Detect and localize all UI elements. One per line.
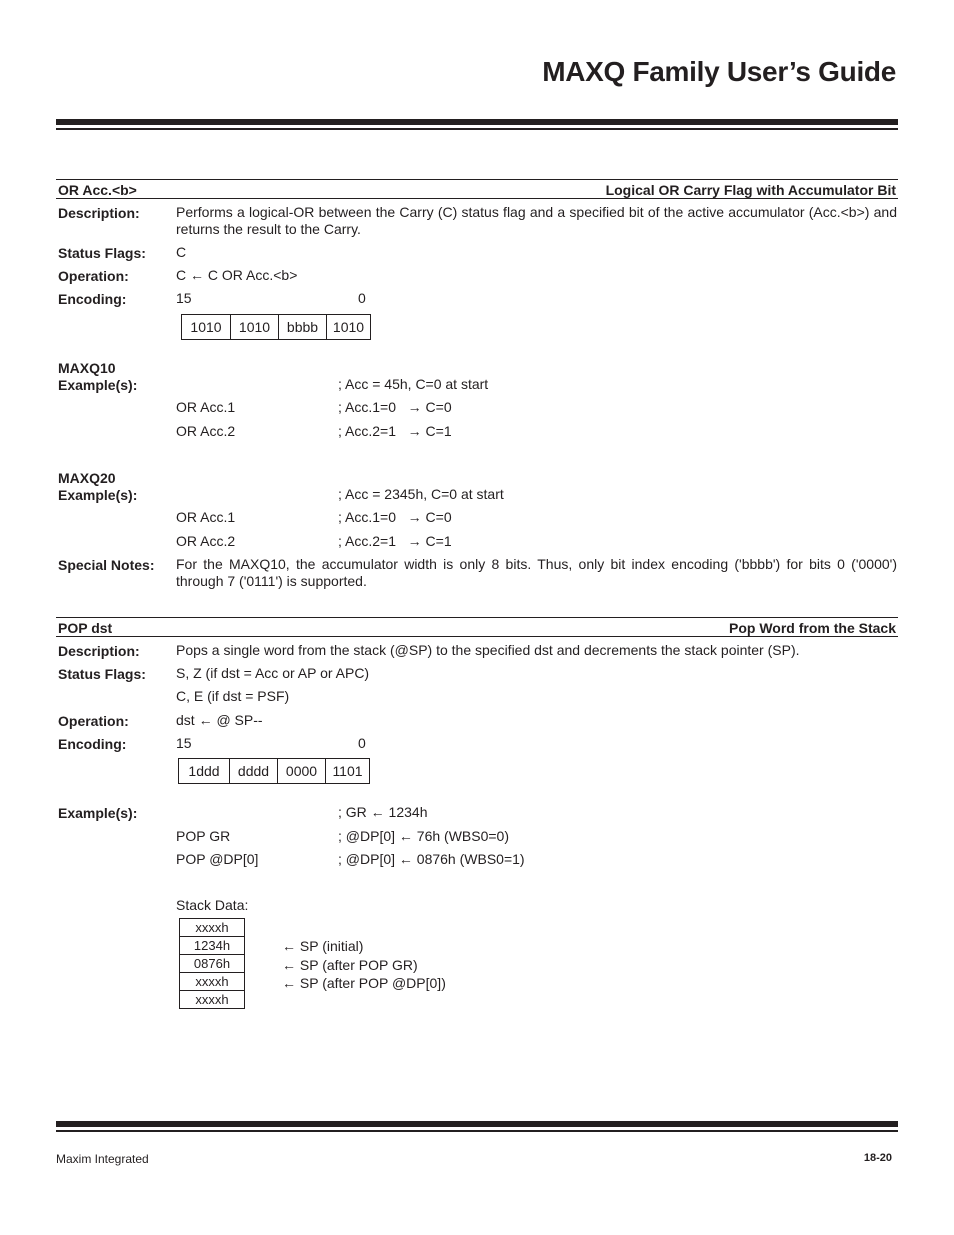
or-encoding-cell: 1010 — [231, 315, 279, 339]
or-operation-label: Operation: — [58, 268, 129, 284]
or-encoding-table — [181, 314, 371, 340]
header-rule-thick — [56, 119, 898, 125]
maxq10-example-comment: ; Acc = 45h, C=0 at start — [338, 376, 489, 392]
page-number: 18-20 — [863, 1152, 892, 1164]
or-encoding-label: Encoding: — [58, 291, 127, 307]
maxq10-example-code: OR Acc.2 — [176, 423, 236, 439]
pop-description: Pops a single word from the stack (@SP) to the specified dst and decrements the stack pointer (SP). — [176, 642, 800, 658]
maxq10-examples-label: Example(s): — [58, 377, 138, 393]
or-encoding-msb: 15 — [176, 290, 192, 306]
footer-rule-thin — [56, 1130, 898, 1132]
or-section-heading-rule — [56, 198, 898, 199]
pop-example-comment: ; @DP[0] ← 76h (WBS0=0) — [338, 828, 509, 844]
pop-status-value: S, Z (if dst = Acc or AP or APC) — [176, 665, 370, 681]
pop-encoding-cell: dddd — [230, 759, 278, 783]
stack-data-table — [179, 918, 245, 1009]
maxq20-examples-label: Example(s): — [58, 487, 138, 503]
pop-examples-label: Example(s): — [58, 805, 138, 821]
stack-pointer-label: ← SP (initial) — [282, 938, 364, 954]
maxq10-label: MAXQ10 — [58, 360, 116, 376]
maxq20-example-code: OR Acc.1 — [176, 509, 236, 525]
pop-encoding-cell: 1ddd — [179, 759, 230, 783]
pop-operation-value: dst ← @ SP-- — [176, 712, 263, 728]
or-encoding-cell: bbbb — [279, 315, 327, 339]
pop-encoding-table — [178, 758, 370, 784]
pop-status-label: Status Flags: — [58, 666, 146, 682]
stack-pointer-label: ← SP (after POP @DP[0]) — [282, 975, 446, 991]
pop-heading-right: Pop Word from the Stack — [729, 620, 896, 636]
maxq20-example-comment: ; Acc = 2345h, C=0 at start — [338, 486, 504, 502]
maxq10-example-comment: ; Acc.2=1 → C=1 — [338, 423, 452, 439]
pop-example-code: POP GR — [176, 828, 231, 844]
pop-example-comment: ; @DP[0] ← 0876h (WBS0=1) — [338, 851, 525, 867]
pop-encoding-label: Encoding: — [58, 736, 127, 752]
maxq20-label: MAXQ20 — [58, 470, 116, 486]
or-encoding-cell: 1010 — [182, 315, 231, 339]
pop-section-top-rule — [56, 617, 898, 618]
pop-encoding-msb: 15 — [176, 735, 192, 751]
stack-cell: xxxxh — [180, 919, 244, 937]
or-encoding-lsb: 0 — [358, 290, 366, 306]
stack-data-label: Stack Data: — [176, 897, 249, 913]
or-status-value: C — [176, 244, 187, 260]
or-description: Performs a logical-OR between the Carry (C) status flag and a specified bit of the active accumulator (Acc.<b>) and returns the result to the Carry. — [176, 204, 897, 237]
or-notes: For the MAXQ10, the accumulator width is only 8 bits. Thus, only bit index encoding ('bbbb') for bits 0 ('0000') through 7 ('0111') is supported. — [176, 556, 897, 589]
pop-section-heading-rule — [56, 636, 898, 637]
stack-cell: xxxxh — [195, 992, 229, 1007]
pop-encoding-cell: 0000 — [278, 759, 326, 783]
or-notes-label: Special Notes: — [58, 557, 155, 573]
pop-encoding-cell: 1101 — [332, 763, 363, 779]
or-section-top-rule — [56, 179, 898, 180]
or-heading-left: OR Acc.<b> — [58, 182, 137, 198]
or-operation-value: C ← C OR Acc.<b> — [176, 267, 298, 283]
pop-example-code: POP @DP[0] — [176, 851, 259, 867]
maxq10-example-comment: ; Acc.1=0 → C=0 — [338, 399, 452, 415]
pop-description-label: Description: — [58, 643, 140, 659]
pop-encoding-lsb: 0 — [358, 735, 366, 751]
page-title: MAXQ Family User’s Guide — [542, 56, 896, 87]
stack-cell: 1234h — [180, 937, 244, 955]
or-encoding-cell: 1010 — [332, 319, 365, 335]
stack-cell: xxxxh — [180, 973, 244, 991]
stack-pointer-label: ← SP (after POP GR) — [282, 957, 418, 973]
pop-status-value: C, E (if dst = PSF) — [176, 688, 290, 704]
or-heading-right: Logical OR Carry Flag with Accumulator Bit — [605, 182, 896, 198]
pop-heading-left: POP dst — [58, 620, 113, 636]
pop-operation-label: Operation: — [58, 713, 129, 729]
maxq20-example-code: OR Acc.2 — [176, 533, 236, 549]
maxq20-example-comment: ; Acc.2=1 → C=1 — [338, 533, 452, 549]
footer-rule-thick — [56, 1121, 898, 1127]
or-description-label: Description: — [58, 205, 140, 221]
header-rule-thin — [56, 128, 898, 130]
footer-company: Maxim Integrated — [56, 1152, 149, 1166]
or-status-label: Status Flags: — [58, 245, 146, 261]
stack-cell: 0876h — [180, 955, 244, 973]
maxq20-example-comment: ; Acc.1=0 → C=0 — [338, 509, 452, 525]
pop-example-comment: ; GR ← 1234h — [338, 804, 428, 820]
maxq10-example-code: OR Acc.1 — [176, 399, 236, 415]
